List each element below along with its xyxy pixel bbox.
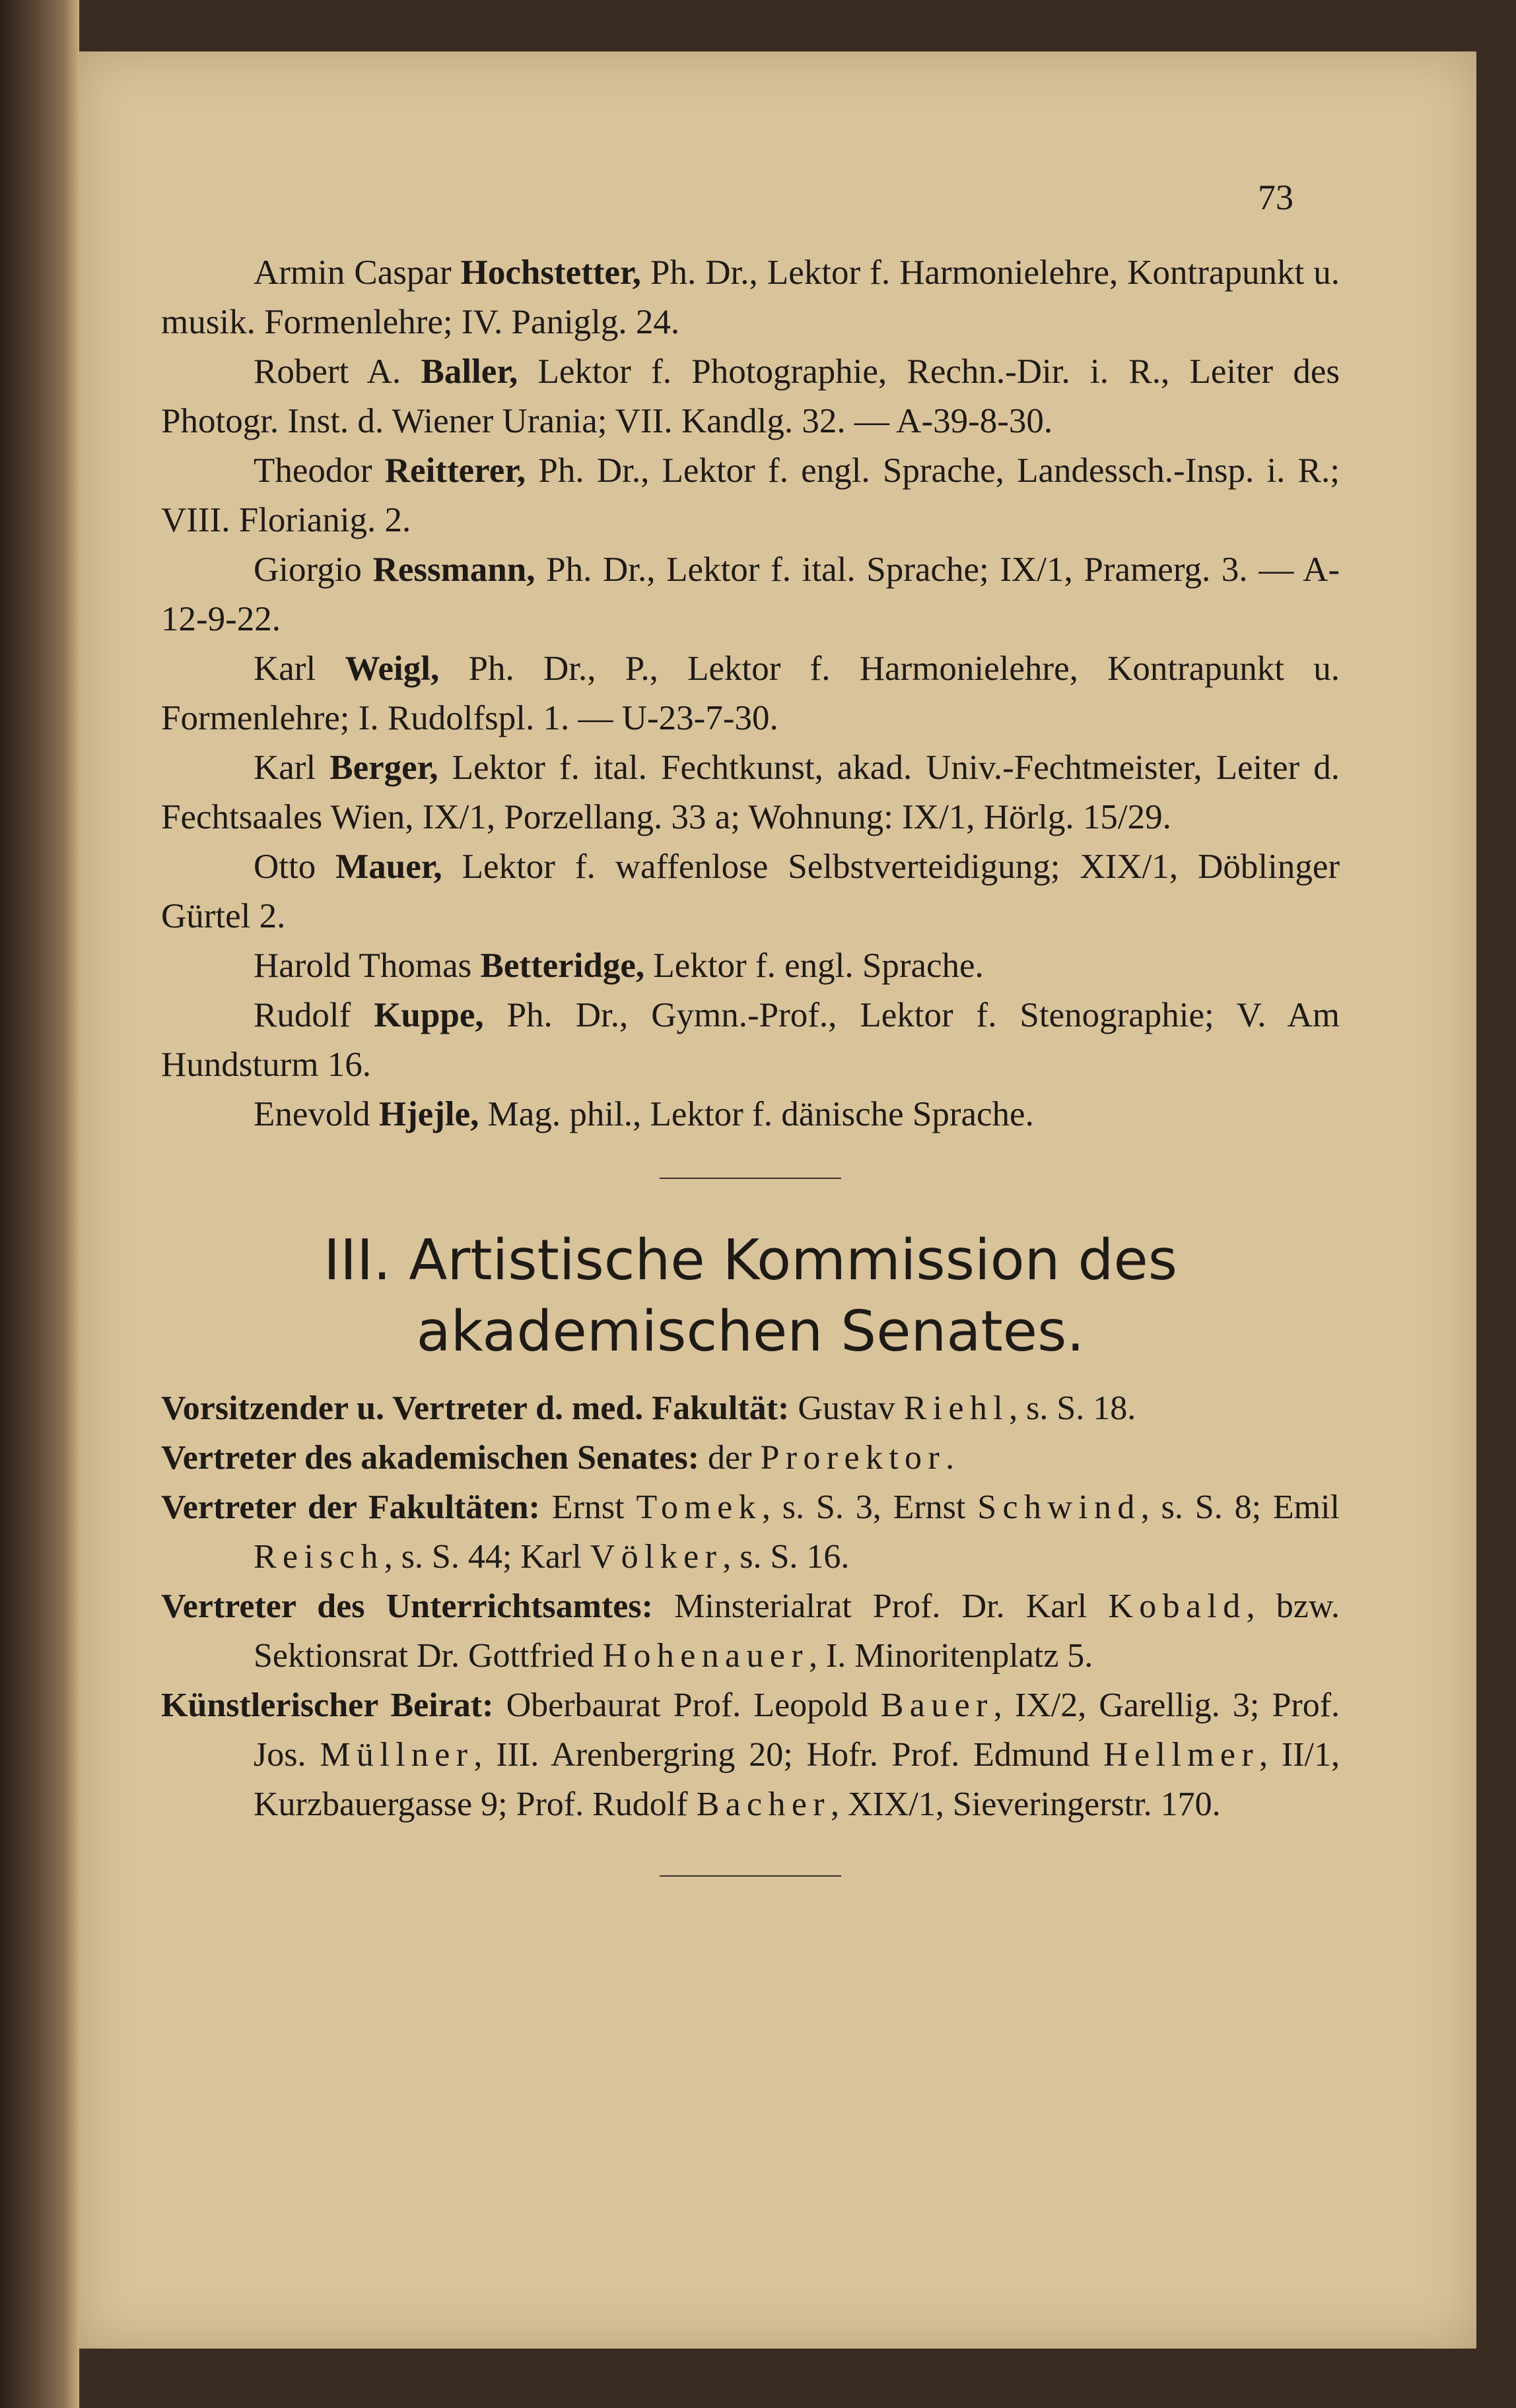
lecturer-details: Ph. Dr., Lektor f. engl. Sprache, Landessch.-Insp. i. R.; VIII. Florianig. 2. bbox=[161, 452, 1340, 539]
commission-entry bbox=[161, 1433, 1340, 1483]
commission-role-label: Künstlerischer Beirat: bbox=[161, 1687, 494, 1724]
lecturer-entry bbox=[161, 644, 1340, 743]
commission-text: , s. S. 8; Emil bbox=[1140, 1488, 1340, 1526]
lecturer-given-name: Theodor bbox=[254, 452, 385, 490]
lecturer-given-name: Enevold bbox=[254, 1095, 379, 1133]
lecturer-details: Lektor f. waffenlose Selbstverteidigung; XIX/1, Döblinger Gürtel 2. bbox=[161, 848, 1340, 935]
lecturer-surname: Mauer, bbox=[335, 848, 442, 886]
commission-member-surname: Prorektor bbox=[760, 1439, 946, 1477]
commission-text: , II/1, Kurzbauergasse 9; Prof. Rudolf bbox=[254, 1736, 1340, 1823]
lecturer-surname: Kuppe, bbox=[374, 996, 484, 1034]
lecturer-details: Lektor f. ital. Fechtkunst, akad. Univ.-Fechtmeister, Leiter d. Fechtsaales Wien, IX/1, Porzellang. 33 a; Wohnung: IX/1, Hörlg. 15/29. bbox=[161, 749, 1340, 836]
commission-text: , s. S. 16. bbox=[722, 1538, 850, 1576]
commission-member-surname: Kobald bbox=[1108, 1588, 1247, 1625]
commission-member-surname: Bauer bbox=[880, 1687, 994, 1724]
commission-member-surname: Tomek bbox=[636, 1488, 762, 1526]
lecturer-given-name: Armin Caspar bbox=[254, 253, 461, 292]
lecturer-entry bbox=[161, 446, 1340, 545]
commission-text: , s. S. 44; Karl bbox=[384, 1538, 590, 1576]
page-content bbox=[161, 177, 1340, 1923]
commission-text: Gustav bbox=[789, 1389, 904, 1427]
commission-text: Minsterialrat Prof. Dr. Karl bbox=[652, 1588, 1109, 1625]
lecturer-entry bbox=[161, 941, 1340, 991]
lecturer-details: Lektor f. Photographie, Rechn.-Dir. i. R., Leiter des Photogr. Inst. d. Wiener Urania; VII. Kandlg. 32. — A-39-8-30. bbox=[161, 352, 1340, 440]
commission-role-label: Vertreter der Fakultäten: bbox=[161, 1488, 540, 1526]
lecturer-details: Ph. Dr., Gymn.-Prof., Lektor f. Stenographie; V. Am Hundsturm 16. bbox=[161, 996, 1340, 1084]
section-title bbox=[161, 1225, 1340, 1368]
lecturer-surname: Berger, bbox=[329, 749, 438, 787]
lecturer-entry bbox=[161, 248, 1340, 347]
section-divider bbox=[660, 1178, 841, 1179]
commission-text: , XIX/1, Sieveringerstr. 170. bbox=[830, 1786, 1221, 1823]
lecturer-given-name: Karl bbox=[254, 749, 330, 787]
commission-text: der bbox=[699, 1439, 761, 1477]
commission-text: , s. S. 3, Ernst bbox=[761, 1488, 978, 1526]
commission-text: , III. Arenbergring 20; Hofr. Prof. Edmund bbox=[473, 1736, 1104, 1774]
lecturer-given-name: Robert A. bbox=[254, 352, 421, 391]
commission-role-label: Vorsitzender u. Vertreter d. med. Fakultät: bbox=[161, 1389, 790, 1427]
commission-entry bbox=[161, 1582, 1340, 1681]
commission-text: , I. Minoritenplatz 5. bbox=[808, 1637, 1093, 1675]
commission-role-label: Vertreter des Unterrichtsamtes: bbox=[161, 1588, 653, 1625]
lecturer-details: Mag. phil., Lektor f. dänische Sprache. bbox=[479, 1095, 1034, 1133]
lecturer-details: Ph. Dr., Lektor f. ital. Sprache; IX/1, Pramerg. 3. — A-12-9-22. bbox=[161, 551, 1340, 638]
lecturer-entry bbox=[161, 842, 1340, 941]
commission-entry bbox=[161, 1483, 1340, 1582]
commission-member-surname: Schwind bbox=[977, 1488, 1141, 1526]
commission-entry bbox=[161, 1681, 1340, 1829]
lecturer-given-name: Karl bbox=[254, 650, 345, 688]
page-number: 73 bbox=[1258, 178, 1293, 217]
lecturer-list bbox=[161, 177, 1340, 1139]
lecturer-surname: Hjejle, bbox=[378, 1095, 479, 1133]
commission-member-surname: Hellmer bbox=[1103, 1736, 1260, 1774]
commission-member-surname: Hohenauer bbox=[602, 1637, 809, 1675]
commission-member-surname: Riehl bbox=[903, 1389, 1010, 1427]
lecturer-details: Lektor f. engl. Sprache. bbox=[644, 947, 984, 985]
lecturer-entry bbox=[161, 743, 1340, 842]
commission-text: , s. S. 18. bbox=[1009, 1389, 1136, 1427]
commission-text: . bbox=[946, 1439, 955, 1477]
commission-text: , IX/2, Garellig. 3; Prof. Jos. bbox=[254, 1687, 1340, 1774]
lecturer-surname: Betteridge, bbox=[480, 947, 645, 985]
commission-member-surname: Bacher bbox=[696, 1786, 831, 1823]
lecturer-surname: Ressmann, bbox=[372, 551, 535, 589]
commission-member-surname: Müllner bbox=[320, 1736, 474, 1774]
commission-member-surname: Reisch bbox=[254, 1538, 384, 1576]
lecturer-details: Ph. Dr., P., Lektor f. Harmonielehre, Kontrapunkt u. Formenlehre; I. Rudolfspl. 1. — U-23-7-30. bbox=[161, 650, 1340, 737]
section-title-line-2: akademischen Senates. bbox=[416, 1299, 1085, 1364]
lecturer-given-name: Giorgio bbox=[254, 551, 373, 589]
lecturer-surname: Weigl, bbox=[345, 650, 440, 688]
section-title-line-1: III. Artistische Kommission des bbox=[323, 1228, 1178, 1293]
lecturer-surname: Hochstetter, bbox=[460, 253, 641, 292]
commission-text: Ernst bbox=[539, 1488, 637, 1526]
commission-text: Oberbaurat Prof. Leopold bbox=[493, 1687, 881, 1724]
commission-list bbox=[161, 1384, 1340, 1829]
lecturer-entry bbox=[161, 1090, 1340, 1139]
lecturer-entry bbox=[161, 545, 1340, 644]
lecturer-details: Ph. Dr., Lektor f. Harmonielehre, Kontrapunkt u. musik. Formenlehre; IV. Paniglg. 24. bbox=[161, 253, 1340, 341]
lecturer-surname: Baller, bbox=[421, 352, 518, 391]
commission-entry bbox=[161, 1384, 1340, 1433]
commission-role-label: Vertreter des akademischen Senates: bbox=[161, 1439, 700, 1477]
commission-member-surname: Völker bbox=[590, 1538, 723, 1576]
lecturer-entry bbox=[161, 991, 1340, 1090]
lecturer-given-name: Harold Thomas bbox=[254, 947, 481, 985]
bottom-divider bbox=[660, 1875, 841, 1877]
lecturer-given-name: Otto bbox=[254, 848, 336, 886]
lecturer-given-name: Rudolf bbox=[254, 996, 374, 1034]
book-page bbox=[79, 51, 1476, 2349]
commission-text: , bzw. Sektionsrat Dr. Gottfried bbox=[254, 1588, 1340, 1675]
lecturer-entry bbox=[161, 347, 1340, 446]
book-spine-shadow bbox=[0, 0, 79, 2408]
lecturer-surname: Reitterer, bbox=[384, 452, 526, 490]
